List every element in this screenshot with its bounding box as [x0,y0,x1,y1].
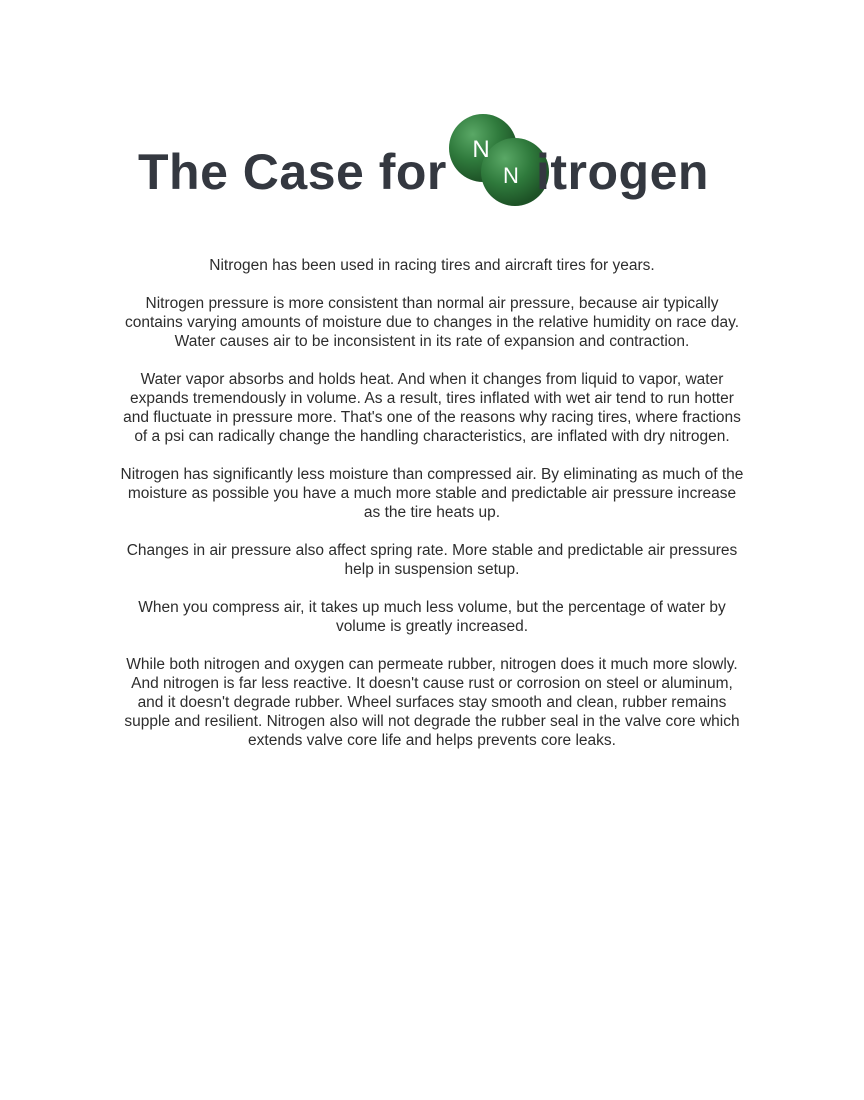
paragraph: Water vapor absorbs and holds heat. And when it changes from liquid to vapor, water expands tremendously in volume. As a result, tires inflated with wet air tend to run hotter and fluctuate in pressure more. That's one of the reasons why racing tires, where fractions of a psi can radically change the handling characteristics, are inflated with dry nitrogen. [123,371,741,445]
page-title [138,112,738,212]
paragraph: Nitrogen has been used in racing tires and aircraft tires for years. [209,257,655,274]
paragraph: When you compress air, it takes up much less volume, but the percentage of water by volume is greatly increased. [138,599,726,635]
title-suffix: itrogen [536,144,709,200]
paragraph: Nitrogen pressure is more consistent than normal air pressure, because air typically contains varying amounts of moisture due to changes in the relative humidity on race day. Water causes air to be inconsistent in its rate of expansion and contraction. [124,295,740,350]
atom-letter-1: N [472,136,490,163]
paragraph: Nitrogen has significantly less moisture than compressed air. By eliminating as much of the moisture as possible you have a much more stable and predictable air pressure increase as the tire heats up. [120,466,744,521]
article-body [120,256,744,769]
atom-letter-2: N [503,163,519,188]
title-prefix: The Case for [138,144,447,200]
paragraph: Changes in air pressure also affect spring rate. More stable and predictable air pressures help in suspension setup. [126,542,738,578]
paragraph: While both nitrogen and oxygen can permeate rubber, nitrogen does it much more slowly. And nitrogen is far less reactive. It doesn't cause rust or corrosion on steel or aluminum, and it doesn't degrade rubber. Wheel surfaces stay smooth and clean, rubber remains supple and resilient. Nitrogen also will not degrade the rubber seal in the valve core which extends valve core life and helps prevents core leaks. [124,656,740,749]
